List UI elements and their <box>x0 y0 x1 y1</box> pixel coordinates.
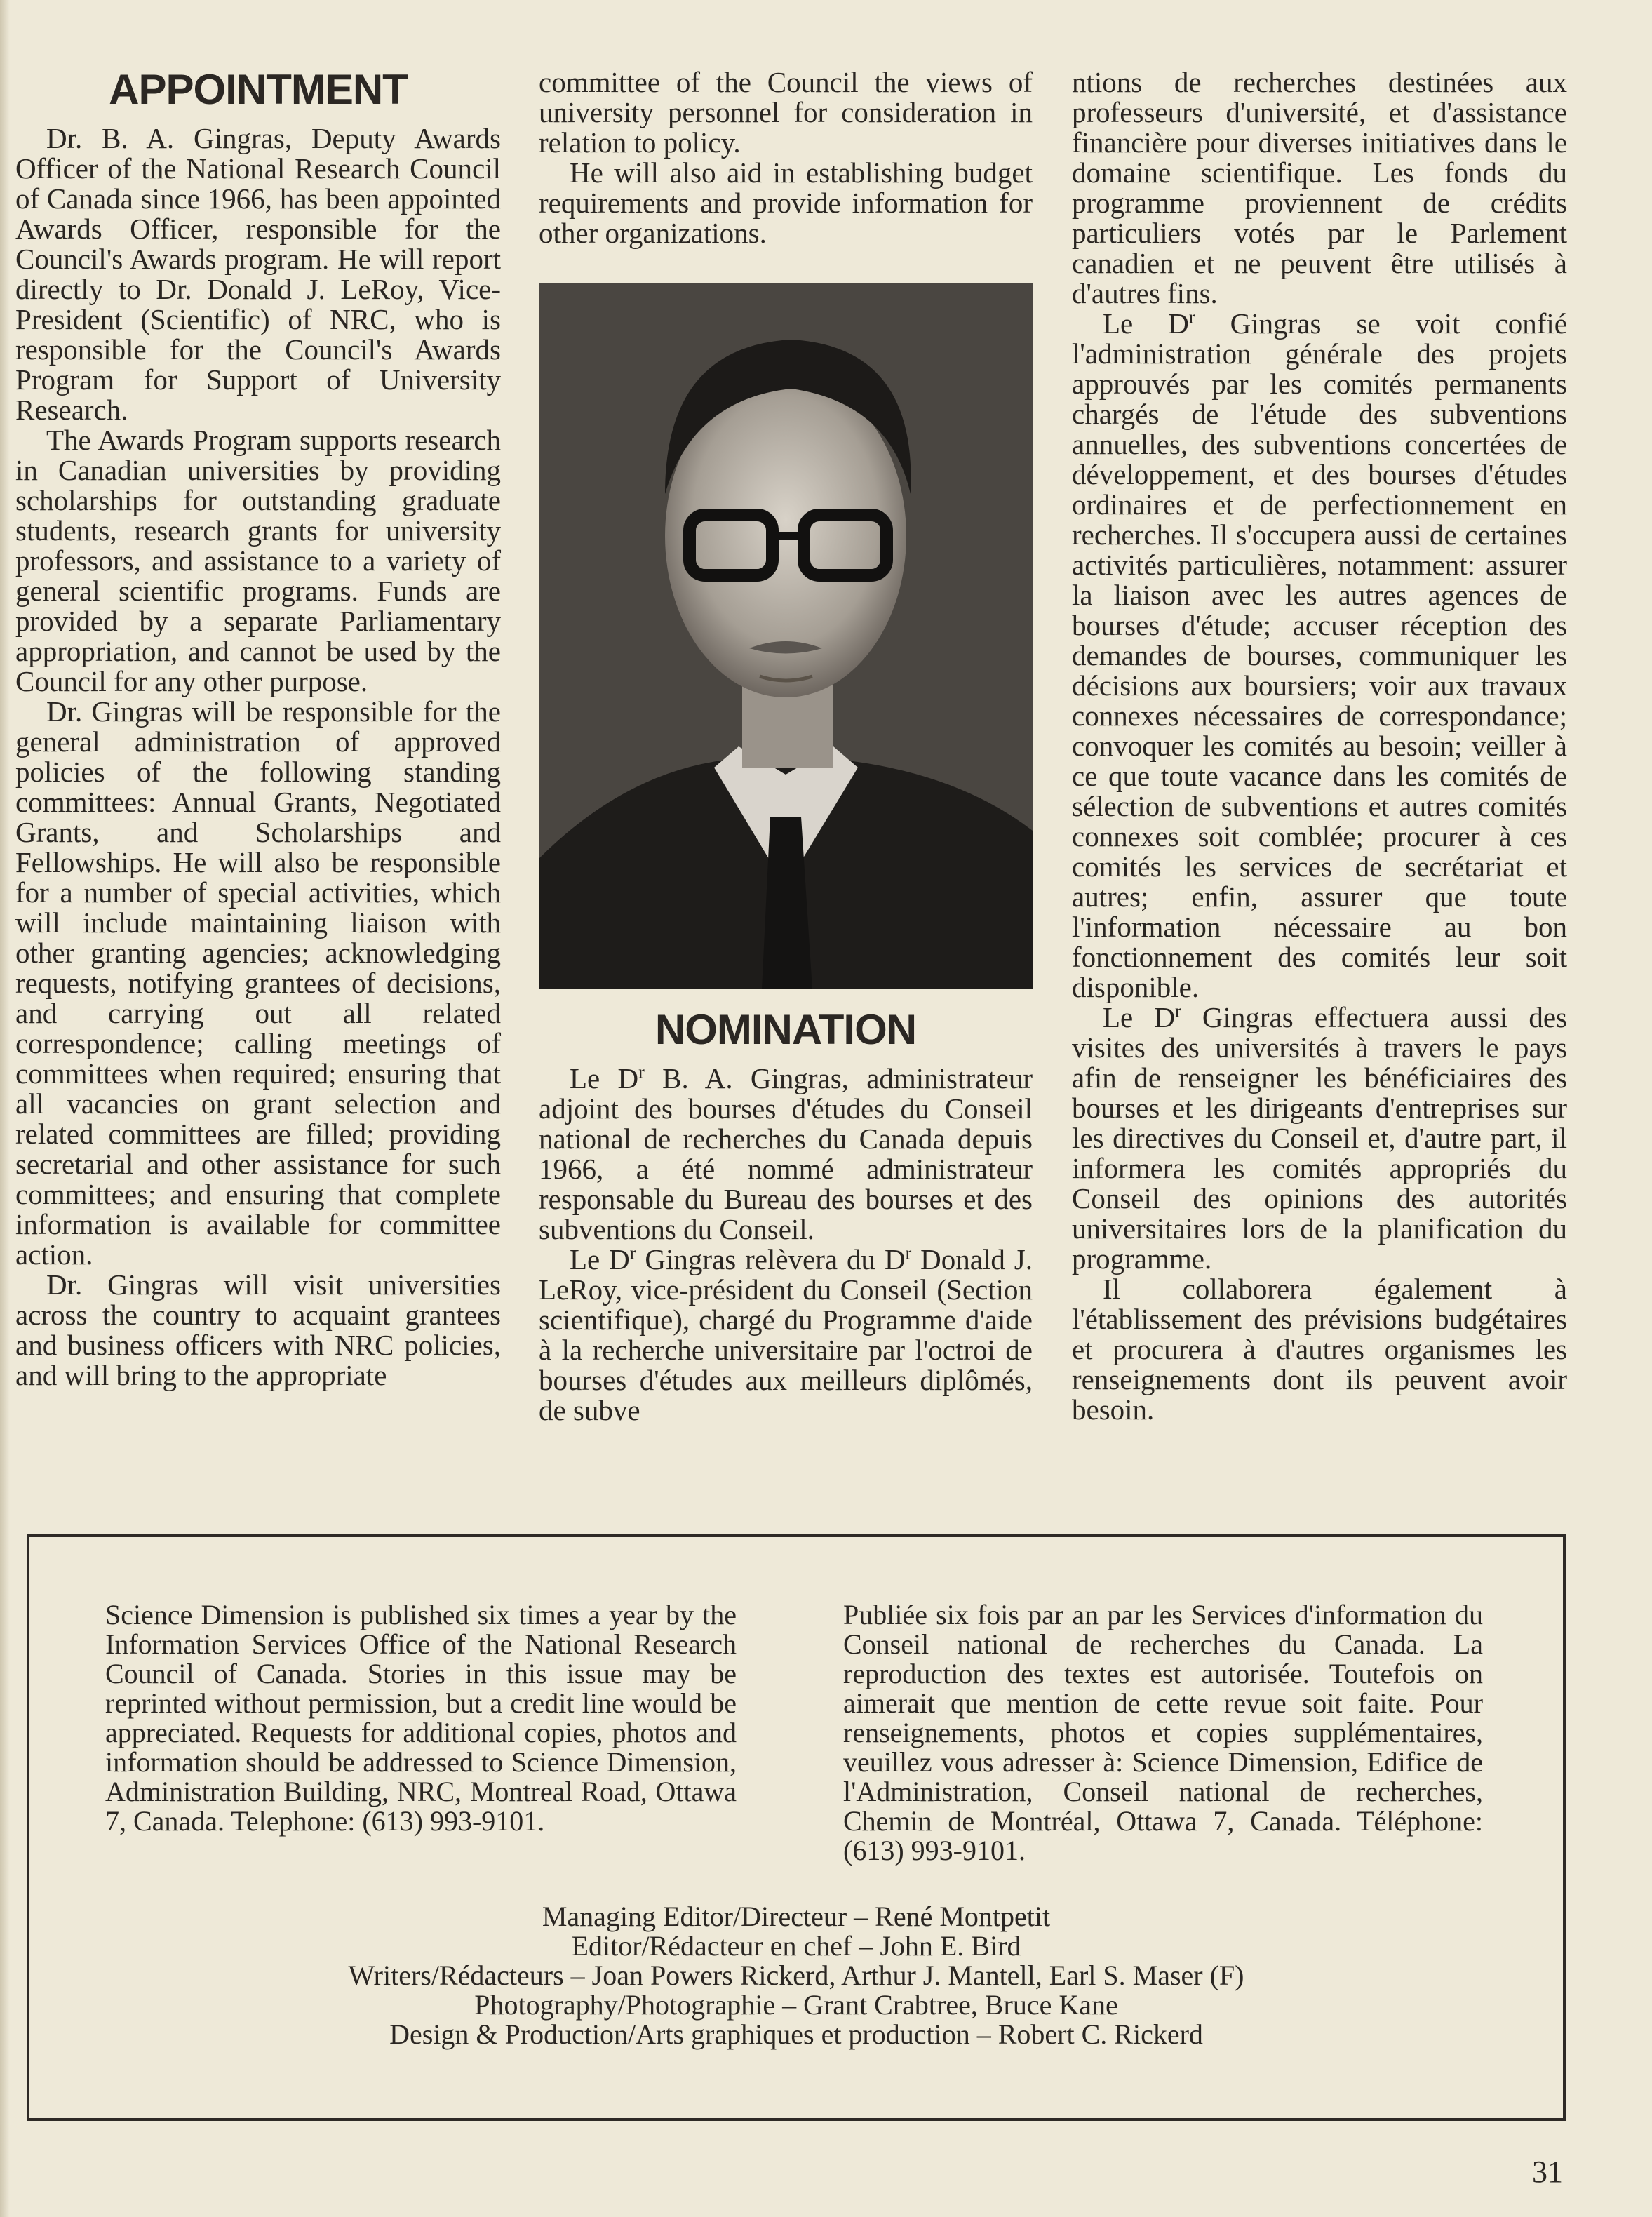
appointment-paragraph: Dr. B. A. Gingras, Deputy Awards Officer of the National Research Council of Canada since 1966, has been appointed Awards Officer, responsible for the Council's Awards program. He will report directly to Dr. Donald J. LeRoy, Vice-President (Scientific) of NRC, who is responsible for the Council's Awards Program for Support of University Research. <box>15 122 501 426</box>
appointment-paragraph-continued: Dr. Gingras will visit universities across the country to acquaint grantees and business officers with NRC policies, and will bring to the appropriate <box>15 1268 501 1391</box>
page-number: 31 <box>1532 2155 1563 2189</box>
appointment-paragraph: Dr. Gingras will be responsible for the general administration of approved policies of the following standing committees: Annual Grants, Negotiated Grants, and Scholarships and Fellowships. He will also be responsible for a number of special activities, which will include maintaining liaison with other granting agencies; acknowledging requests, notifying grantees of decisions, and carrying out all related correspondence; calling meetings of committees when required; ensuring that all vacancies on grant selection and related committees are filled; providing secretarial and other assistance for such committees; and ensuring that complete information is available for committee action. <box>15 695 501 1271</box>
credit-line: Photography/Photographie – Grant Crabtree, Bruce Kane <box>474 1989 1118 2021</box>
appointment-column <box>15 67 501 1391</box>
masthead-french: Publiée six fois par an par les Services d'information du Conseil national de recherches du Canada. La reproduction des textes est autorisée. Toutefois on aimerait que mention de cette revue soit faite. Pour renseignements, photos et copies supplémentaires, veuillez vous adresser à: Science Dimension, Edifice de l'Administration, Conseil national de recherches, Chemin de Montréal, Ottawa 7, Canada. Téléphone: (613) 993-9101. <box>843 1599 1483 1866</box>
nomination-paragraph: Le $D^r$ Gingras relèvera du $D^r$ Donald J. LeRoy, vice-président du Conseil (Section scientifique), chargé du Programme d'aide à la recherche universitaire par l'octroi de bourses d'études aux meilleurs diplômés, de subve <box>539 1243 1033 1426</box>
nomination-paragraph: Le $D^r$ Gingras effectuera aussi des visites des universités à travers le pays afin de renseigner les bénéficiaires des bourses et les dirigeants d'entreprises sur les directives du Conseil et, d'autre part, il informera les comités appropriés du Conseil des opinions des autorités universitaires lors de la planification du programme. <box>1072 1000 1568 1275</box>
appointment-paragraph-tail: committee of the Council the views of university personnel for consideration in relation to policy. <box>539 66 1033 159</box>
credit-line: Editor/Rédacteur en chef – John E. Bird <box>571 1930 1021 1962</box>
nomination-paragraph-tail: ntions de recherches destinées aux professeurs d'université, et d'assistance financière pour diverses initiatives dans le domaine scientifique. Les fonds du programme proviennent de crédits particuliers votés par le Parlement canadien et ne peuvent être utilisés à d'autres fins. <box>1072 66 1567 309</box>
appointment-paragraph: The Awards Program supports research in Canadian universities by providing scholarships for outstanding graduate students, research grants for university professors, and assistance to a variety of general scientific programs. Funds are provided by a separate Parliamentary appropriation, and cannot be used by the Council for any other purpose. <box>15 424 501 697</box>
credit-line: Design & Production/Arts graphiques et production – Robert C. Rickerd <box>389 2018 1203 2050</box>
page-binding-edge <box>0 0 10 2217</box>
credit-line: Managing Editor/Directeur – René Montpetit <box>542 1901 1051 1932</box>
masthead-english: Science Dimension is published six times a year by the Information Services Office of the National Research Council of Canada. Stories in this issue may be reprinted without permission, but a credit line would be appreciated. Requests for additional copies, photos and information should be addressed to Science Dimension, Administration Building, NRC, Montreal Road, Ottawa 7, Canada. Telephone: (613) 993-9101. <box>105 1599 737 1837</box>
nomination-heading: NOMINATION <box>654 1006 917 1053</box>
middle-column <box>539 67 1033 1426</box>
masthead-box <box>27 1534 1566 2121</box>
appointment-heading: APPOINTMENT <box>109 66 408 113</box>
french-column <box>1072 67 1567 1425</box>
appointment-paragraph: He will also aid in establishing budget requirements and provide information for other organizations. <box>539 156 1033 249</box>
nomination-paragraph: Il collaborera également à l'établissement des prévisions budgétaires et procurera à d'autres organismes les renseignements dont ils peuvent avoir besoin. <box>1072 1273 1567 1426</box>
credit-line: Writers/Rédacteurs – Joan Powers Rickerd, Arthur J. Mantell, Earl S. Maser (F) <box>348 1960 1244 1991</box>
staff-credits <box>29 1902 1563 2049</box>
nomination-paragraph: Le $D^r$ Gingras se voit confié l'administration générale des projets approuvés par les comités permanents chargés de l'étude des subventions annuelles, des subventions concertées de développement, et des bourses d'études ordinaires et de perfectionnement en recherches. Il s'occupera aussi de certaines activités particulières, notamment: assurer la liaison avec les autres agences de bourses d'étude; accuser réception des demandes de bourses, communiquer les décisions aux boursiers; voir aux travaux connexes nécessaires de correspondance; convoquer les comités au besoin; veiller à ce que toute vacance dans les comités de sélection de subventions et autres comités connexes soit comblée; procurer à ces comités les services de secrétariat et autres; enfin, assurer que toute l'information nécessaire au bon fonctionnement des comités leur soit disponible. <box>1072 307 1568 1003</box>
portrait-photo <box>539 283 1033 989</box>
nomination-paragraph: Le $D^r$ B. A. Gingras, administrateur adjoint des bourses d'études du Conseil national de recherches du Canada depuis 1966, a été nommé administrateur responsable du Bureau des bourses et des subventions du Conseil. <box>539 1061 1033 1245</box>
portrait-illustration <box>539 283 1033 989</box>
